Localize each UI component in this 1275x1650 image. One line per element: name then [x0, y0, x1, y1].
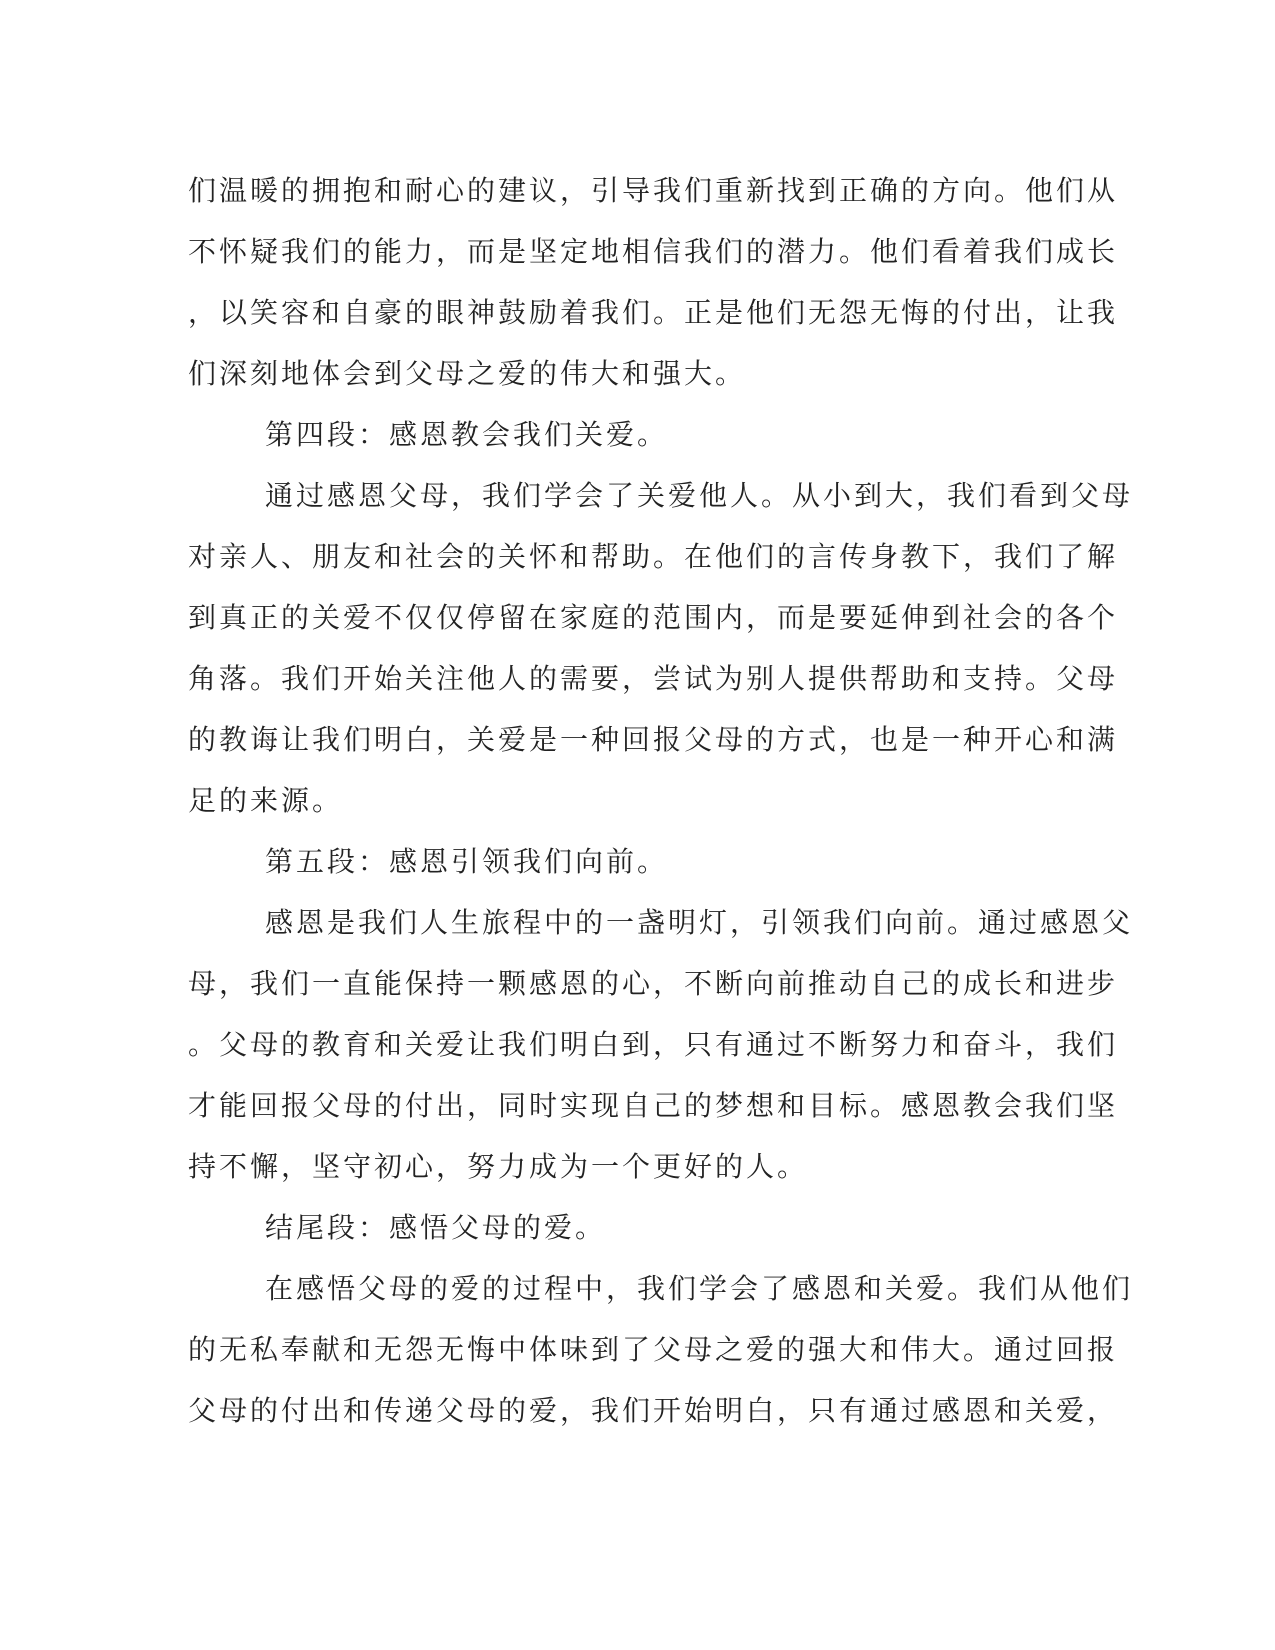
text-line: 到真正的关爱不仅仅停留在家庭的范围内，而是要延伸到社会的各个: [188, 601, 1119, 634]
text-line: 的无私奉献和无怨无悔中体味到了父母之爱的强大和伟大。通过回报: [188, 1333, 1119, 1366]
text-line: 通过感恩父母，我们学会了关爱他人。从小到大，我们看到父母: [265, 479, 1134, 512]
text-line: 对亲人、朋友和社会的关怀和帮助。在他们的言传身教下，我们了解: [188, 540, 1119, 573]
text-line: ，以笑容和自豪的眼神鼓励着我们。正是他们无怨无悔的付出，让我: [188, 296, 1119, 329]
text-line: 持不懈，坚守初心，努力成为一个更好的人。: [188, 1150, 809, 1183]
text-line: 不怀疑我们的能力，而是坚定地相信我们的潜力。他们看着我们成长: [188, 235, 1119, 268]
text-line: 们温暖的拥抱和耐心的建议，引导我们重新找到正确的方向。他们从: [188, 174, 1119, 207]
text-line: 父母的付出和传递父母的爱，我们开始明白，只有通过感恩和关爱，: [188, 1394, 1119, 1427]
text-line: 足的来源。: [188, 784, 344, 817]
text-line: 感恩是我们人生旅程中的一盏明灯，引领我们向前。通过感恩父: [265, 906, 1134, 939]
body-text: [188, 160, 1134, 1441]
text-line: 的教诲让我们明白，关爱是一种回报父母的方式，也是一种开心和满: [188, 723, 1119, 756]
section-heading-5: 第五段：感恩引领我们向前。: [265, 845, 669, 878]
text-line: 在感悟父母的爱的过程中，我们学会了感恩和关爱。我们从他们: [265, 1272, 1134, 1305]
section-heading-ending: 结尾段：感悟父母的爱。: [265, 1211, 607, 1244]
text-line: 母，我们一直能保持一颗感恩的心，不断向前推动自己的成长和进步: [188, 967, 1119, 1000]
section-heading-4: 第四段：感恩教会我们关爱。: [265, 418, 669, 451]
text-line: 。父母的教育和关爱让我们明白到，只有通过不断努力和奋斗，我们: [188, 1028, 1119, 1061]
text-line: 角落。我们开始关注他人的需要，尝试为别人提供帮助和支持。父母: [188, 662, 1119, 695]
text-line: 才能回报父母的付出，同时实现自己的梦想和目标。感恩教会我们坚: [188, 1089, 1119, 1122]
text-line: 们深刻地体会到父母之爱的伟大和强大。: [188, 357, 747, 390]
